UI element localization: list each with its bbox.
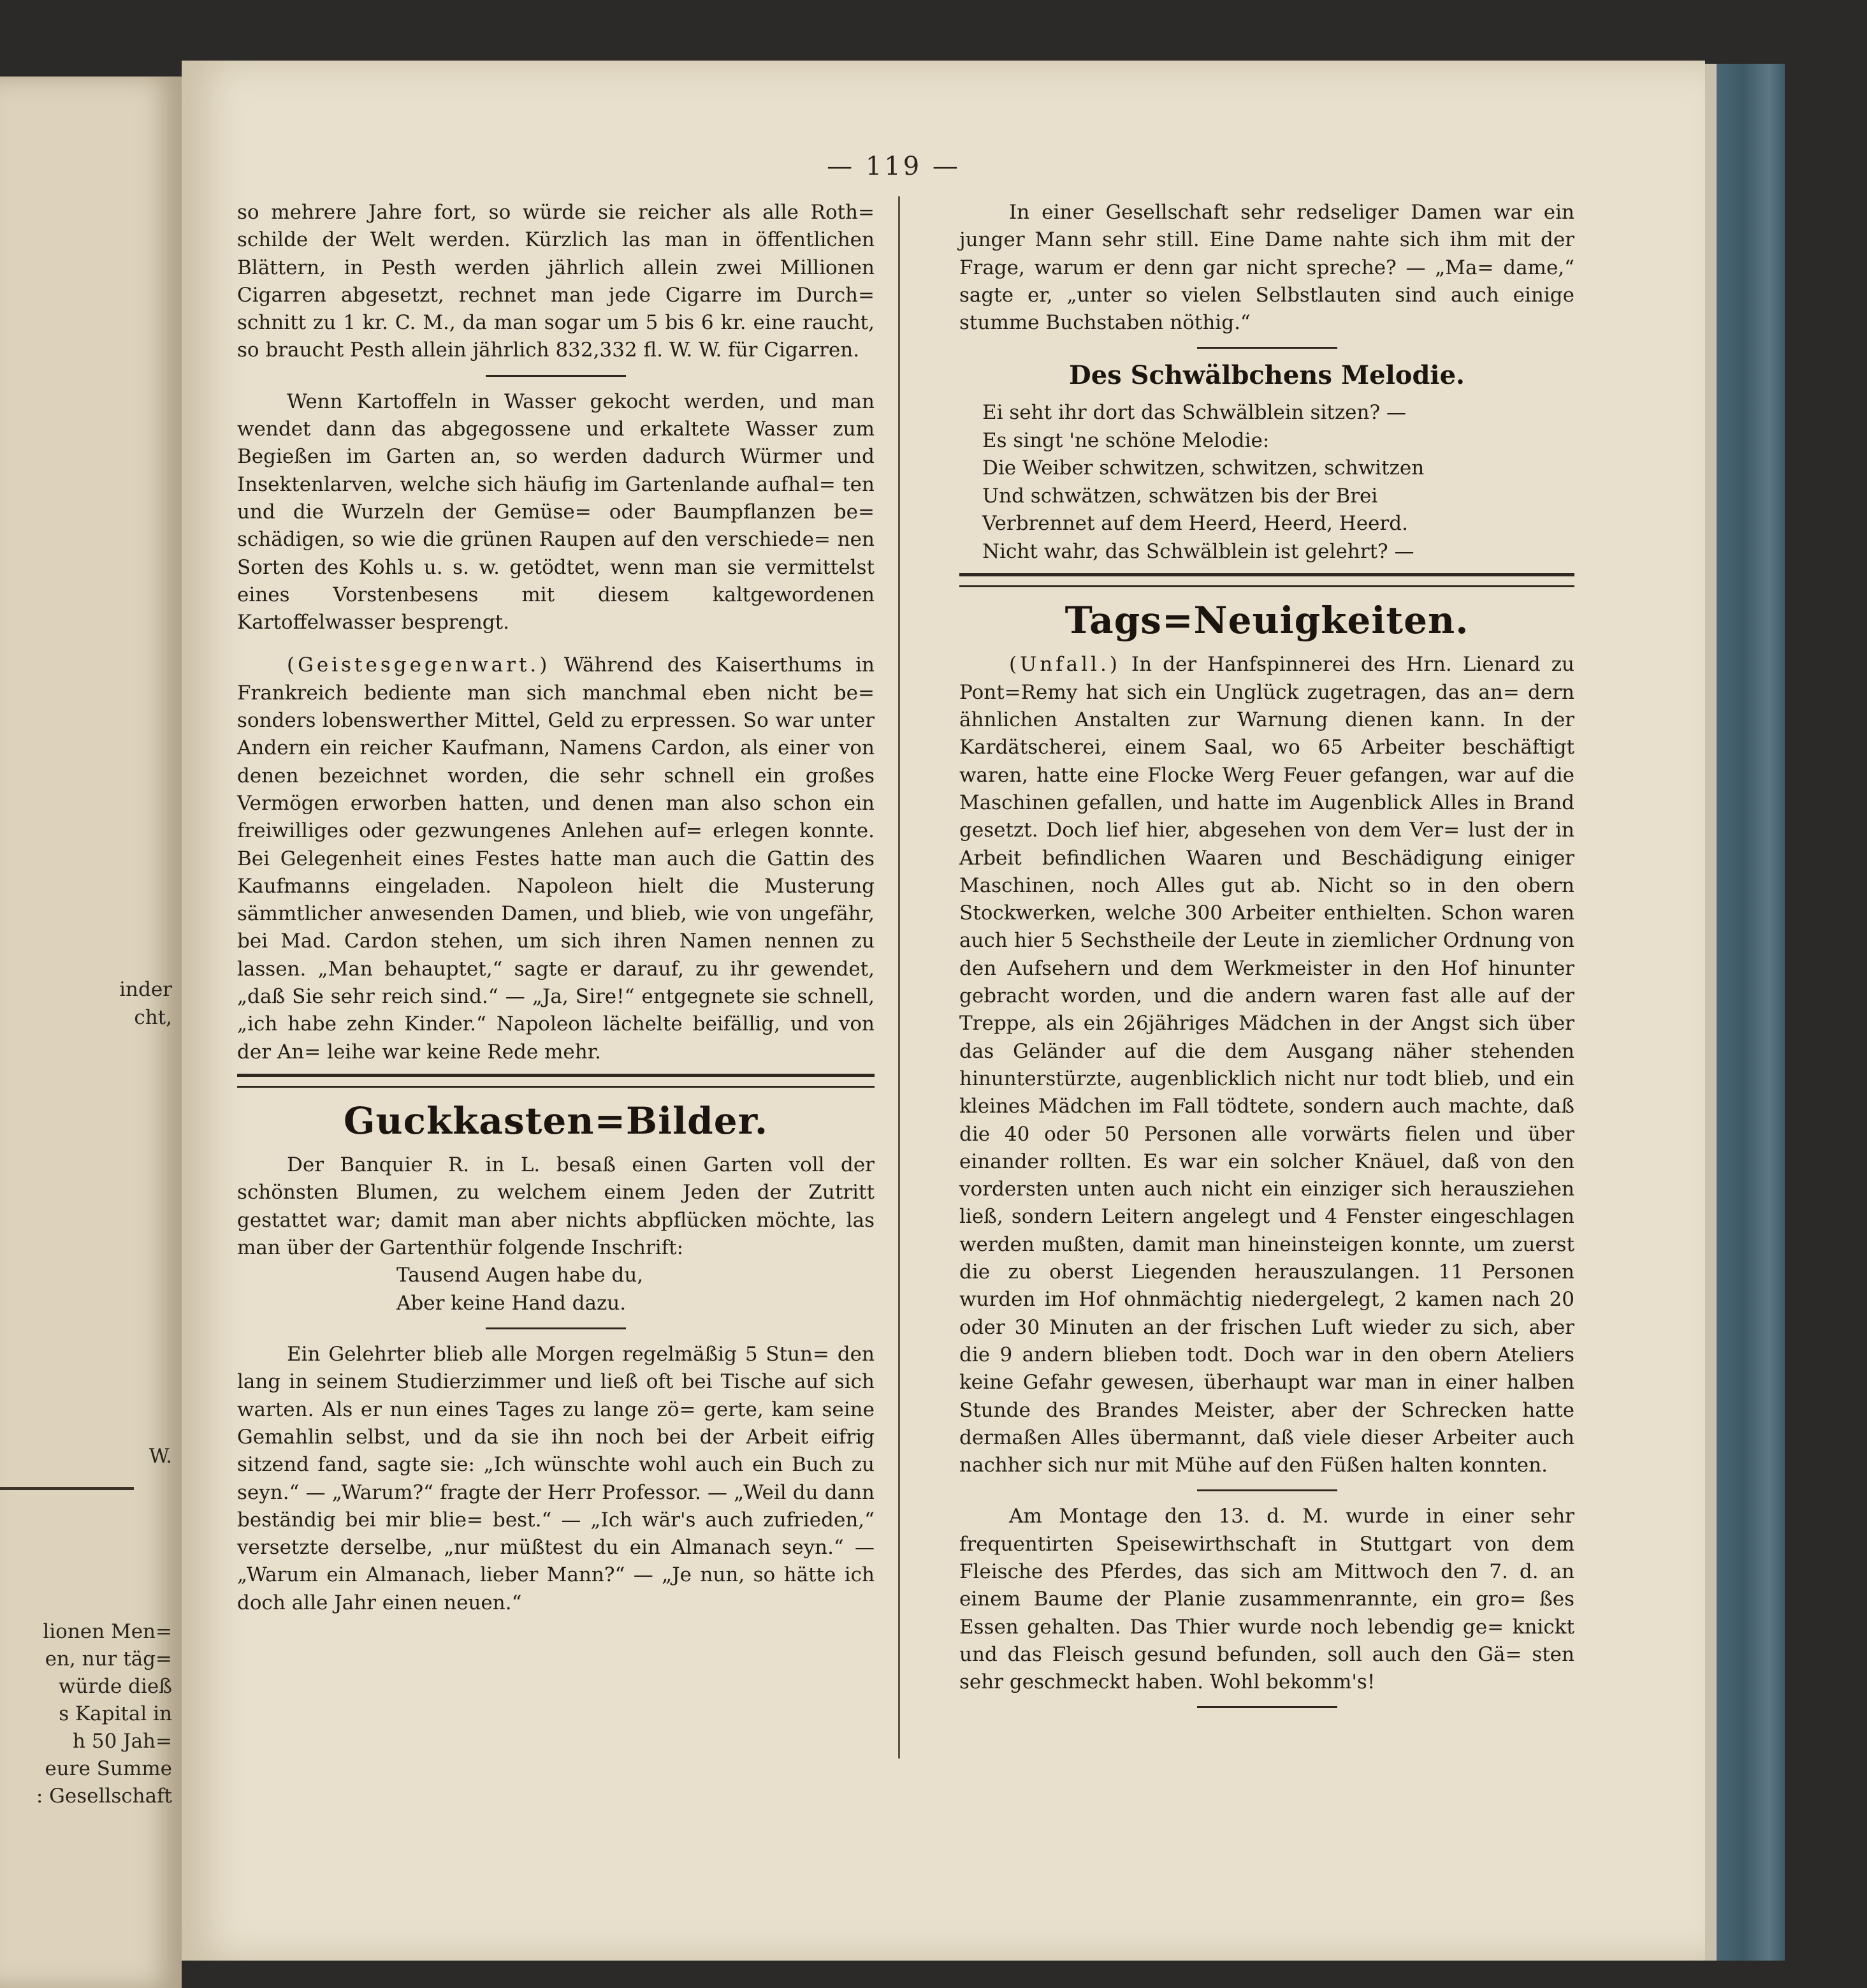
paragraph-label: (Geistesgegenwart.)	[287, 654, 551, 677]
section-rule	[486, 1327, 626, 1329]
paragraph-body: In der Hanfspinnerei des Hrn. Lienard zu Pont=Remy hat sich ein Unglück zugetragen, das an= dern ähnlichen Anstalten zur Warnung dienen kann. In der Kardätscherei, einem Saal, wo 65 Arbeiter beschäftigt waren, hatte eine Flocke Werg Feuer gefangen, war auf die Maschinen gefallen, und hatte im Augenblick Alles in Brand gesetzt. Doch lief hier, abgesehen von dem Ver= lust der in Arbeit befindlichen Waaren und Beschädigung einiger Maschinen, noch Alles gut ab. Nicht so in den obern Stockwerken, welche 300 Arbeiter enthielten. Schon waren auch hier 5 Sechstheile der Leute in ziemlicher Ordnung von den Aufsehern und dem Werkmeister in den Hof hinunter gebracht worden, und die andern waren fast alle auf der Treppe, als ein 26jähriges Mädchen in der Angst sich über das Geländer auf die dem Ausgang näher stehenden hinunterstürzte, augenblicklich nicht nur todt blieb, und ein kleines Mädchen im Fall tödtete, sondern auch machte, daß die 40 oder 50 Personen alle vorwärts fielen und über einander rollten. Es war ein solcher Knäuel, daß von den vordersten unten auch nicht ein einziger sich herausziehen ließ, sondern Leitern angelegt und 4 Fenster eingeschlagen werden mußten, damit man hineinsteigen konnte, um zuerst die zu oberst Liegenden herauszulangen. 11 Personen wurden im Hof ohnmächtig niedergelegt, 2 kamen nach 20 oder 30 Minuten an der frischen Luft wieder zu sich, aber die 9 andern blieben todt. Doch war in den obern Ateliers keine Gefahr gewesen, überhaupt war man in einer halben Stunde des Brandes Meister, aber der Schrecken hatte dermaßen Alles übermannt, daß viele dieser Arbeiter auch nachher sich nur mit Mühe auf den Füßen halten konnten.	[959, 653, 1574, 1477]
poem-line: Es singt 'ne schöne Melodie:	[982, 428, 1270, 452]
paragraph-label: (Unfall.)	[1009, 653, 1121, 676]
page-number: — 119 —	[827, 152, 961, 181]
paragraph-presence-of-mind	[237, 652, 875, 1065]
poem-line: Nicht wahr, das Schwälblein ist gelehrt? —	[982, 539, 1414, 563]
left-page-fragment: s Kapital in	[59, 1702, 172, 1725]
section-heading-guckkasten: Guckkasten=Bilder.	[343, 1099, 769, 1143]
inscription-line: Tausend Augen habe du,	[396, 1264, 644, 1287]
section-rule	[1197, 1489, 1337, 1491]
paragraph-horse-meal: Am Montage den 13. d. M. wurde in einer sehr frequentirten Speisewirthschaft in Stuttgart von dem Fleische des Pferdes, das sich am Mittwoch den 7. d. an einem Baume der Planie zusammenrannte, ein gro= ßes Essen gehalten. Das Thier wurde noch lebendig ge= knickt und das Fleisch gesund befunden, soll auch den Gä= sten sehr geschmeckt haben. Wohl bekomm's!	[959, 1505, 1574, 1694]
paragraph-accident	[959, 651, 1574, 1479]
left-page-fragment: würde dieß	[58, 1675, 172, 1698]
left-page-fragment: W.	[149, 1445, 172, 1468]
inscription-line: Aber keine Hand dazu.	[396, 1291, 627, 1315]
paragraph-scholar: Ein Gelehrter blieb alle Morgen regelmäßig 5 Stun= den lang in seinem Studierzimmer und ließ oft bei Tische auf sich warten. Als er nun eines Tages zu lange zö= gerte, kam seine Gemahlin selbst, und da sie ihn noch bei der Arbeit eifrig sitzend fand, sagte sie: „Ich wünschte wohl auch ein Buch zu seyn.“ — „Warum?“ fragte der Herr Professor. — „Weil du dann beständig bei mir blie= best.“ — „Ich wär's auch zufrieden,“ versetzte derselbe, „nur müßtest du ein Almanach seyn.“ — „Warum ein Almanach, lieber Mann?“ — „Je nun, so hätte ich doch alle Jahr einen neuen.“	[237, 1343, 875, 1614]
left-page-fragment: h 50 Jah=	[73, 1730, 172, 1753]
poem-title: Des Schwälbchens Melodie.	[1069, 360, 1465, 391]
column-divider	[898, 196, 900, 1758]
section-rule	[486, 375, 626, 377]
left-page-fragment: lionen Men=	[43, 1620, 172, 1643]
poem	[959, 399, 1574, 566]
poem-line: Verbrennet auf dem Heerd, Heerd, Heerd.	[982, 512, 1408, 536]
section-heading-news: Tags=Neuigkeiten.	[1064, 599, 1469, 643]
section-rule	[1197, 1706, 1337, 1708]
paragraph-young-man: In einer Gesellschaft sehr redseliger Damen war ein junger Mann sehr still. Eine Dame nahte sich ihm mit der Frage, warum er denn gar nicht spreche? — „Ma= dame,“ sagte er, „unter so vielen Selbstlauten sind auch einige stumme Buchstaben nöthig.“	[959, 201, 1574, 335]
paragraph-banker: Der Banquier R. in L. besaß einen Garten voll der schönsten Blumen, zu welchem einem Jeden der Zutritt gestattet war; damit man aber nichts abpflücken möchte, las man über der Gartenthür folgende Inschrift:	[237, 1153, 875, 1259]
section-double-rule	[237, 1074, 875, 1088]
paragraph-cigars: so mehrere Jahre fort, so würde sie reicher als alle Roth= schilde der Welt werden. Kürzlich las man in öffentlichen Blättern, in Pesth werden jährlich allein zwei Millionen Cigarren abgesetzt, rechnet man jede Cigarre im Durch= schnitt zu 1 kr. C. M., da man sogar um 5 bis 6 kr. eine raucht, so braucht Pesth allein jährlich 832,332 fl. W. W. für Cigarren.	[237, 201, 875, 362]
section-rule	[1197, 347, 1337, 349]
left-page-fragment: inder	[119, 978, 172, 1001]
inscription	[237, 1262, 875, 1317]
left-page-fragment: cht,	[134, 1006, 172, 1029]
left-page-fragment: : Gesellschaft	[36, 1785, 172, 1808]
left-page-fragment: eure Summe	[45, 1757, 172, 1780]
left-page-rule	[0, 1487, 134, 1490]
poem-line: Und schwätzen, schwätzen bis der Brei	[982, 484, 1378, 508]
book-cover-edge	[1705, 64, 1785, 1961]
right-column	[959, 199, 1574, 1720]
paragraph-body: Während des Kaiserthums in Frankreich bediente man sich manchmal eben nicht be= sonders lobenswerther Mittel, Geld zu erpressen. So war unter Andern ein reicher Kaufmann, Namens Cardon, als einer von denen bezeichnet worden, die sehr schnell ein großes Vermögen erworben hatten, und denen man also schon ein freiwilliges oder gezwungenes Anlehen auf= erlegen konnte. Bei Gelegenheit eines Festes hatte man auch die Gattin des Kaufmanns eingeladen. Napoleon hielt die Musterung sämmtlicher anwesenden Damen, und blieb, wie von ungefähr, bei Mad. Cardon stehen, um sich ihren Namen nennen zu lassen. „Man behauptet,“ sagte er darauf, zu ihr gewendet, „daß Sie sehr reich sind.“ — „Ja, Sire!“ entgegnete sie schnell, „ich habe zehn Kinder.“ Napoleon lächelte beifällig, und von der An= leihe war keine Rede mehr.	[237, 654, 875, 1063]
left-page-edge	[0, 77, 182, 1988]
left-page-fragment: en, nur täg=	[45, 1648, 172, 1670]
paragraph-potatoes: Wenn Kartoffeln in Wasser gekocht werden, und man wendet dann das abgegossene und erkaltete Wasser zum Begießen im Garten an, so werden dadurch Würmer und Insektenlarven, welche sich häufig im Gartenlande aufhal= ten und die Wurzeln der Gemüse= oder Baumpflanzen be= schädigen, so wie die grünen Raupen auf den verschiede= nen Sorten des Kohls u. s. w. getödtet, wenn man sie vermittelst eines Vorstenbesens mit diesem kaltgewordenen Kartoffelwasser besprengt.	[237, 390, 875, 634]
poem-line: Ei seht ihr dort das Schwälblein sitzen? —	[982, 401, 1406, 425]
left-column	[237, 199, 875, 1617]
poem-line: Die Weiber schwitzen, schwitzen, schwitzen	[982, 457, 1425, 480]
section-double-rule	[959, 573, 1574, 587]
